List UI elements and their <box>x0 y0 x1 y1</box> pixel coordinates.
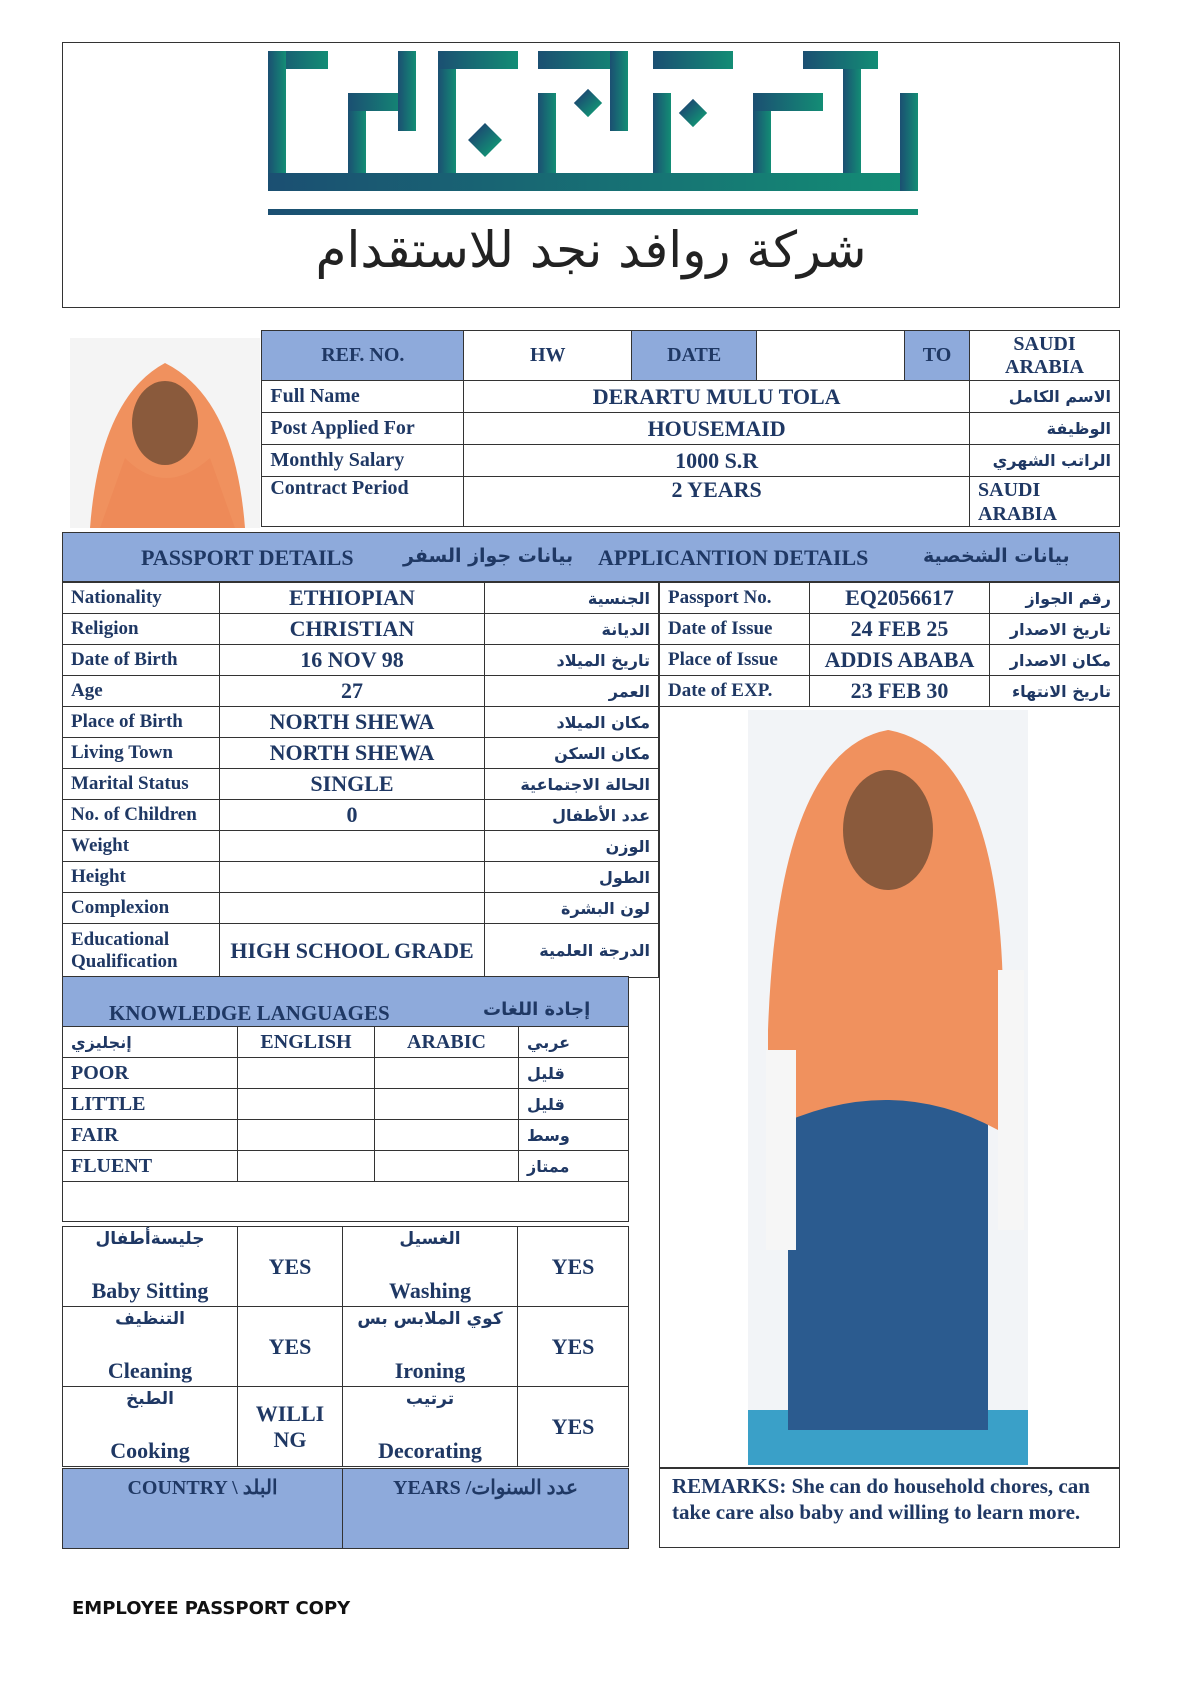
table-row: POOR قليل <box>63 1058 629 1089</box>
table-row: Place of Issue ADDIS ABABA مكان الاصدار <box>660 645 1120 676</box>
date-label: DATE <box>632 331 757 381</box>
table-row: Date of Issue 24 FEB 25 تاريخ الاصدار <box>660 614 1120 645</box>
table-row: Date of EXP. 23 FEB 30 تاريخ الانتهاء <box>660 676 1120 707</box>
table-row: Educational Qualification HIGH SCHOOL GRADE الدرجة العلمية <box>63 924 659 978</box>
table-row: Religion CHRISTIAN الديانة <box>63 614 659 645</box>
section-bar <box>62 532 1120 582</box>
monthly-salary-value: 1000 S.R <box>464 445 970 477</box>
to-label: TO <box>905 331 970 381</box>
passport-details-table <box>659 582 1120 707</box>
passport-details-title: PASSPORT DETAILS <box>141 545 354 570</box>
col-english-ar: إنجليزي <box>63 1027 238 1058</box>
table-row: جليسةأطفال Baby Sitting YES الغسيل Washing YES <box>63 1227 629 1307</box>
company-logo-box <box>62 42 1120 308</box>
company-arabic-name: شركة روافد نجد للاستقدام <box>315 221 867 279</box>
post-applied-label: Post Applied For <box>262 413 464 445</box>
languages-title-ar: إجادة اللغات <box>483 999 591 1020</box>
date-value <box>757 331 905 381</box>
table-row: No. of Children 0 عدد الأطفال <box>63 800 659 831</box>
ref-no-label: REF. NO. <box>262 331 464 381</box>
country-label: COUNTRY \ البلد <box>63 1469 343 1549</box>
table-row: FAIR وسط <box>63 1120 629 1151</box>
full-name-ar: الاسم الكامل <box>970 381 1120 413</box>
col-english: ENGLISH <box>238 1027 375 1058</box>
post-applied-ar: الوظيفة <box>970 413 1120 445</box>
years-label: YEARS /عدد السنوات <box>343 1469 629 1549</box>
col-arabic: ARABIC <box>375 1027 519 1058</box>
table-row: LITTLE قليل <box>63 1089 629 1120</box>
header-table <box>62 330 1120 527</box>
personal-details-table <box>62 582 659 978</box>
table-row: Marital Status SINGLE الحالة الاجتماعية <box>63 769 659 800</box>
experience-table <box>62 1468 629 1549</box>
table-row: Weight الوزن <box>63 831 659 862</box>
skills-table <box>62 1226 629 1467</box>
table-row: التنظيف Cleaning YES كوي الملابس بس Ironing YES <box>63 1307 629 1387</box>
languages-title: KNOWLEDGE LANGUAGES <box>109 1001 390 1025</box>
application-details-title: APPLICANTION DETAILS <box>598 545 869 570</box>
contract-period-label: Contract Period <box>262 477 464 527</box>
monthly-salary-label: Monthly Salary <box>262 445 464 477</box>
table-row: Place of Birth NORTH SHEWA مكان الميلاد <box>63 707 659 738</box>
footer-caption: EMPLOYEE PASSPORT COPY <box>72 1598 351 1619</box>
table-row: Date of Birth 16 NOV 98 تاريخ الميلاد <box>63 645 659 676</box>
to-value: SAUDI ARABIA <box>970 331 1120 381</box>
applicant-photo-large <box>748 710 1028 1465</box>
col-arabic-ar: عربي <box>519 1027 629 1058</box>
full-name-label: Full Name <box>262 381 464 413</box>
table-row: FLUENT ممتاز <box>63 1151 629 1182</box>
passport-details-title-ar: بيانات جواز السفر <box>403 545 574 567</box>
post-applied-value: HOUSEMAID <box>464 413 970 445</box>
table-row: Passport No. EQ2056617 رقم الجواز <box>660 583 1120 614</box>
company-logo-icon <box>63 43 1121 223</box>
monthly-salary-ar: الراتب الشهري <box>970 445 1120 477</box>
contract-period-country: SAUDI ARABIA <box>970 477 1120 527</box>
contract-period-value: 2 YEARS <box>464 477 970 527</box>
ref-no-value: HW <box>464 331 632 381</box>
table-row: Nationality ETHIOPIAN الجنسية <box>63 583 659 614</box>
application-details-title-ar: بيانات الشخصية <box>923 545 1070 567</box>
languages-table <box>62 976 629 1222</box>
table-row: Age 27 العمر <box>63 676 659 707</box>
table-row: Living Town NORTH SHEWA مكان السكن <box>63 738 659 769</box>
full-name-value: DERARTU MULU TOLA <box>464 381 970 413</box>
table-row: Complexion لون البشرة <box>63 893 659 924</box>
table-row: Height الطول <box>63 862 659 893</box>
table-row: الطبخ Cooking WILLI NG ترتيب Decorating YES <box>63 1387 629 1467</box>
remarks: REMARKS: She can do household chores, can take care also baby and willing to learn more. <box>659 1468 1120 1548</box>
